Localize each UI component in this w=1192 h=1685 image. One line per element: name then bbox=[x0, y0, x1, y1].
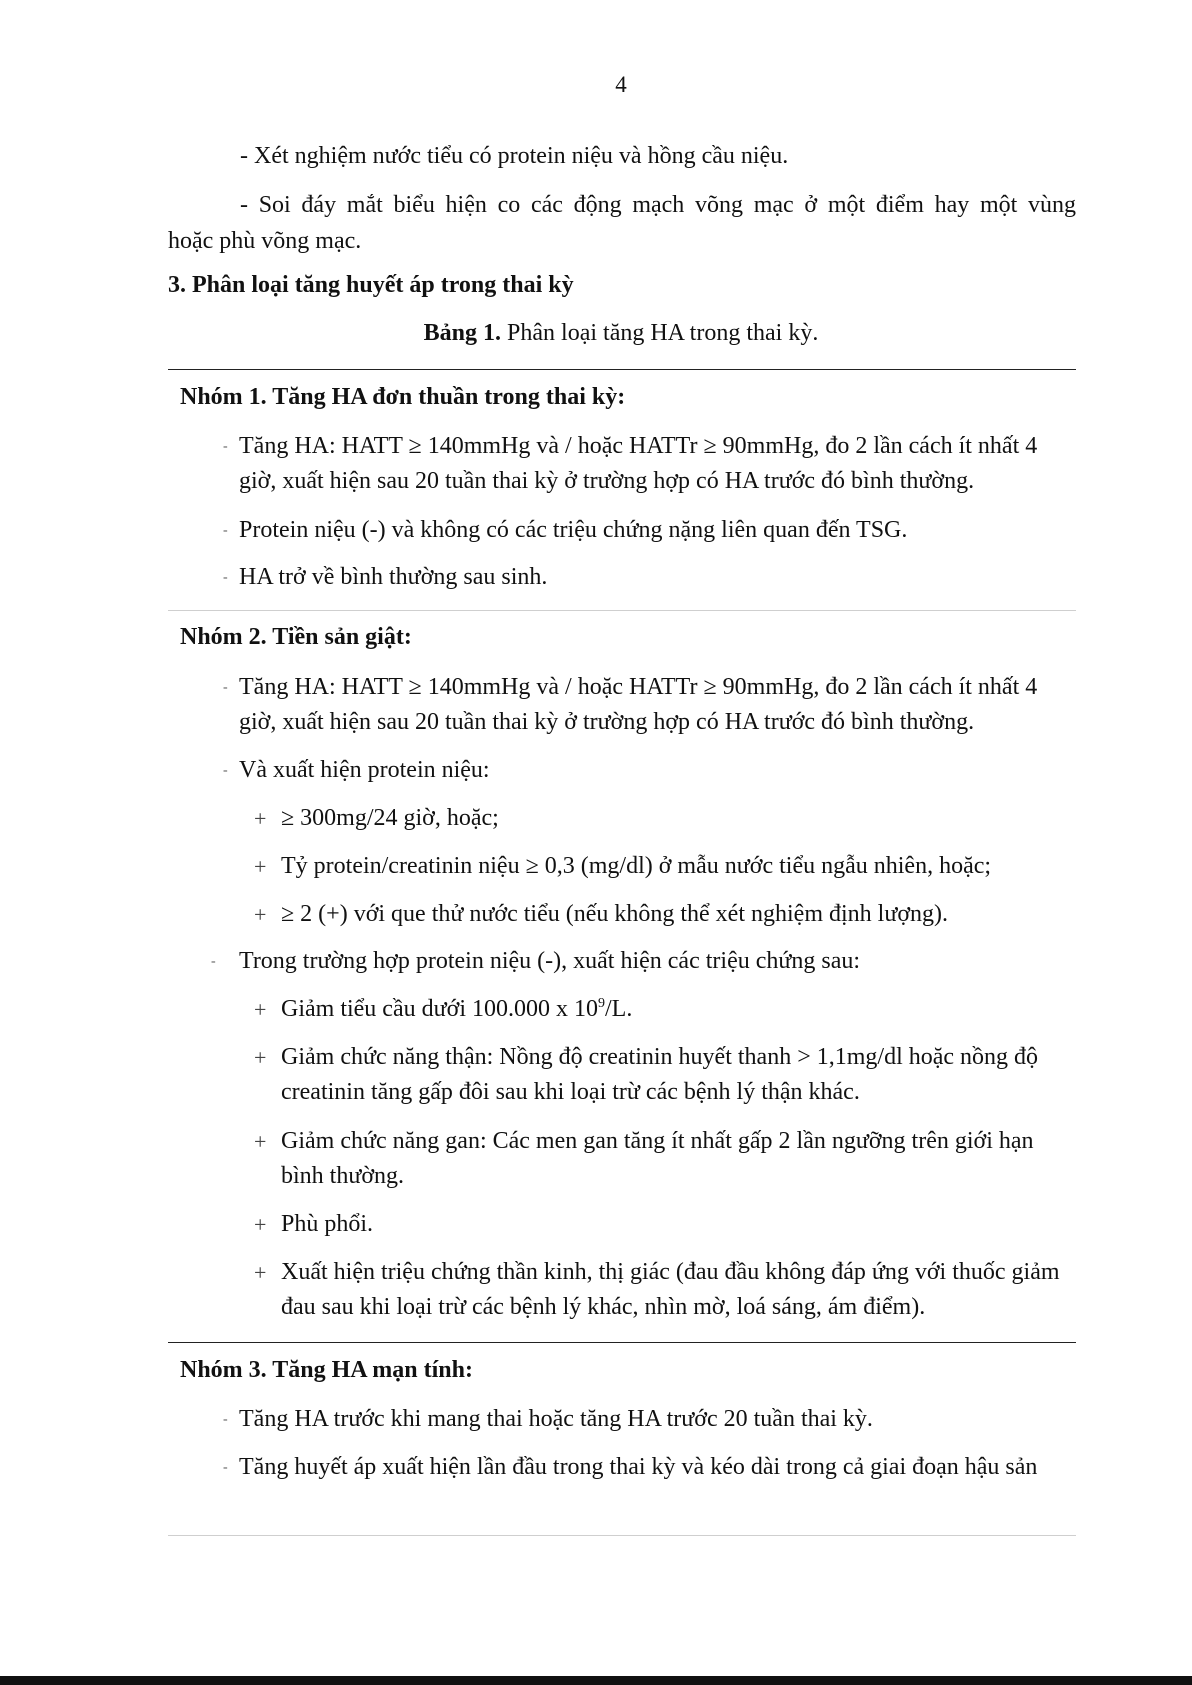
group-2-subitem-text: Phù phổi. bbox=[281, 1211, 374, 1237]
platelet-unit: /L. bbox=[604, 996, 633, 1022]
dash-bullet: - bbox=[223, 439, 228, 454]
plus-bullet: + bbox=[254, 997, 267, 1022]
group-3-item bbox=[223, 1402, 1065, 1437]
table-top-rule bbox=[168, 369, 1076, 370]
group-2-subitem bbox=[254, 1207, 1067, 1242]
platelet-exponent: 9 bbox=[597, 996, 605, 1011]
group-3-item bbox=[223, 1450, 1065, 1485]
group-2-subitem bbox=[254, 1124, 1067, 1194]
group-2-subitem bbox=[254, 1255, 1067, 1325]
section-heading: 3. Phân loại tăng huyết áp trong thai kỳ bbox=[168, 272, 574, 298]
group-2-subitem-text: Giảm chức năng thận: Nồng độ creatinin huyết thanh > 1,1mg/dl hoặc nồng độ creatinin tăng gấp đôi sau khi loại trừ các bệnh lý thận khác. bbox=[281, 1044, 1039, 1105]
intro-line-fundus: - Soi đáy mắt biểu hiện co các động mạch võng mạc ở một điểm hay một vùng bbox=[240, 192, 1076, 218]
platelet-text: Giảm tiểu cầu dưới 100.000 x 10 bbox=[281, 996, 598, 1022]
plus-bullet: + bbox=[254, 1045, 267, 1070]
bottom-edge-bar bbox=[0, 1676, 1192, 1685]
group-2-title: Nhóm 2. Tiền sản giật: bbox=[180, 624, 412, 650]
group-2-item bbox=[223, 670, 1065, 740]
group-2-item bbox=[223, 753, 1065, 788]
dash-bullet: - bbox=[223, 680, 228, 695]
plus-bullet: + bbox=[254, 1260, 267, 1285]
intro-line-urine-test: - Xét nghiệm nước tiểu có protein niệu và hồng cầu niệu. bbox=[240, 143, 789, 169]
group-2-subitem bbox=[254, 992, 1067, 1027]
dash-bullet: - bbox=[223, 523, 228, 538]
table-caption bbox=[0, 320, 1192, 347]
table-bottom-rule bbox=[168, 1535, 1076, 1536]
dash-bullet: - bbox=[211, 954, 216, 969]
group-2-subitem bbox=[254, 897, 1067, 932]
table-caption-text: Phân loại tăng HA trong thai kỳ. bbox=[501, 320, 819, 346]
group-2-subitem-text: Xuất hiện triệu chứng thần kinh, thị giác (đau đầu không đáp ứng với thuốc giảm đau sau khi loại trừ các bệnh lý khác, nhìn mờ, loá sáng, ám điểm). bbox=[281, 1259, 1060, 1320]
plus-bullet: + bbox=[254, 806, 267, 831]
group-1-title: Nhóm 1. Tăng HA đơn thuần trong thai kỳ: bbox=[180, 384, 626, 410]
group-2-item-text: Và xuất hiện protein niệu: bbox=[239, 757, 490, 783]
plus-bullet: + bbox=[254, 1212, 267, 1237]
plus-bullet: + bbox=[254, 1129, 267, 1154]
group-divider bbox=[168, 1342, 1076, 1343]
group-3-item-text: Tăng huyết áp xuất hiện lần đầu trong thai kỳ và kéo dài trong cả giai đoạn hậu sản bbox=[239, 1454, 1038, 1480]
group-2-item bbox=[211, 944, 1065, 979]
plus-bullet: + bbox=[254, 854, 267, 879]
group-2-subitem bbox=[254, 849, 1067, 884]
group-2-item-text: Tăng HA: HATT ≥ 140mmHg và / hoặc HATTr ≥ 90mmHg, đo 2 lần cách ít nhất 4 giờ, xuất hiện sau 20 tuần thai kỳ ở trường hợp có HA trước đó bình thường. bbox=[239, 674, 1038, 735]
group-2-subitem bbox=[254, 801, 1067, 836]
dash-bullet: - bbox=[223, 1460, 228, 1475]
group-1-item-text: Protein niệu (-) và không có các triệu chứng nặng liên quan đến TSG. bbox=[239, 517, 908, 543]
group-2-subitem-text: Tỷ protein/creatinin niệu ≥ 0,3 (mg/dl) ở mẫu nước tiểu ngẫu nhiên, hoặc; bbox=[281, 853, 992, 879]
dash-bullet: - bbox=[223, 763, 228, 778]
intro-paragraph-1 bbox=[168, 138, 1076, 174]
page-number: 4 bbox=[615, 72, 627, 97]
dash-bullet: - bbox=[223, 570, 228, 585]
intro-line-fundus-cont: hoặc phù võng mạc. bbox=[168, 228, 362, 254]
group-2-subitem-text: ≥ 2 (+) với que thử nước tiểu (nếu không thể xét nghiệm định lượng). bbox=[281, 901, 949, 927]
group-3-title: Nhóm 3. Tăng HA mạn tính: bbox=[180, 1357, 473, 1383]
intro-paragraph-2 bbox=[168, 187, 1076, 259]
dash-bullet: - bbox=[223, 1412, 228, 1427]
group-1-item-text: Tăng HA: HATT ≥ 140mmHg và / hoặc HATTr ≥ 90mmHg, đo 2 lần cách ít nhất 4 giờ, xuất hiện sau 20 tuần thai kỳ ở trường hợp có HA trước đó bình thường. bbox=[239, 433, 1038, 494]
group-2-subitem-text: ≥ 300mg/24 giờ, hoặc; bbox=[281, 805, 499, 831]
group-2-subitem-text: Giảm chức năng gan: Các men gan tăng ít nhất gấp 2 lần ngưỡng trên giới hạn bình thường. bbox=[281, 1128, 1034, 1189]
group-1-item bbox=[223, 429, 1065, 499]
table-caption-label: Bảng 1. bbox=[423, 320, 502, 346]
group-divider bbox=[168, 610, 1076, 611]
plus-bullet: + bbox=[254, 902, 267, 927]
group-3-item-text: Tăng HA trước khi mang thai hoặc tăng HA trước 20 tuần thai kỳ. bbox=[239, 1406, 873, 1432]
group-1-item bbox=[223, 513, 1065, 548]
group-2-subitem bbox=[254, 1040, 1067, 1110]
group-2-item-text: Trong trường hợp protein niệu (-), xuất hiện các triệu chứng sau: bbox=[239, 948, 861, 974]
group-1-item-text: HA trở về bình thường sau sinh. bbox=[239, 564, 548, 590]
group-1-item bbox=[223, 560, 1065, 595]
